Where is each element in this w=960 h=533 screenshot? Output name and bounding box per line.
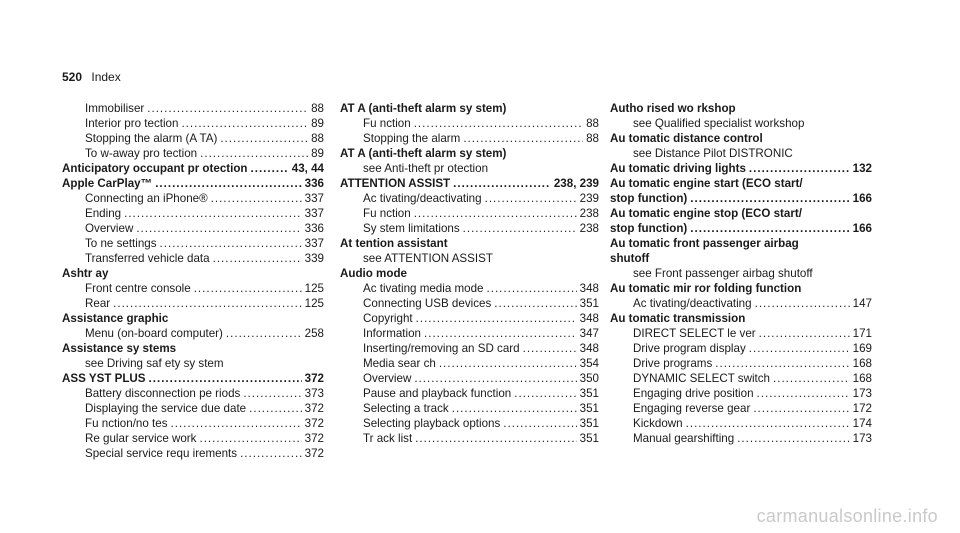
page-reference: 166	[852, 222, 872, 235]
page-reference: 166	[852, 192, 872, 205]
index-heading: Au tomatic engine stop (ECO start/	[610, 207, 802, 220]
page-reference: 125	[304, 297, 324, 310]
page-reference: 88	[311, 102, 324, 115]
entry-label: Front centre console	[85, 282, 191, 295]
entry-label: Engaging drive position	[633, 387, 754, 400]
page-reference: 351	[579, 432, 599, 445]
entry-label: Stopping the alarm (A TA)	[85, 132, 218, 145]
index-subentry	[62, 206, 324, 221]
dot-leader	[523, 341, 577, 356]
dot-leader	[485, 191, 577, 206]
entry-label: Transferred vehicle data	[85, 252, 210, 265]
entry-label: Tr ack list	[363, 432, 413, 445]
index-heading: Au tomatic front passenger airbag	[610, 237, 799, 250]
dot-leader	[194, 281, 302, 296]
dot-leader	[514, 386, 576, 401]
page-reference: 168	[852, 372, 872, 385]
see-reference: see Front passenger airbag shutoff	[633, 267, 813, 280]
entry-label: DIRECT SELECT le ver	[633, 327, 756, 340]
entry-label: Anticipatory occupant pr otection	[62, 162, 248, 175]
index-subentry	[610, 296, 872, 311]
page-reference: 238	[579, 222, 599, 235]
index-subentry	[62, 131, 324, 146]
entry-label: stop function)	[610, 192, 688, 205]
page-reference: 239	[579, 192, 599, 205]
index-subentry	[62, 326, 324, 341]
dot-leader	[737, 431, 849, 446]
dot-leader	[155, 176, 301, 191]
page-reference: 132	[852, 162, 872, 175]
index-heading: shutoff	[610, 252, 650, 265]
dot-leader	[463, 131, 583, 146]
page-number: 520	[62, 70, 83, 84]
index-heading: Au tomatic distance control	[610, 132, 763, 145]
see-reference: see ATTENTION ASSIST	[363, 252, 493, 265]
page-reference: 238, 239	[553, 177, 599, 190]
dot-leader	[160, 236, 302, 251]
watermark: carmanualsonline.info	[756, 506, 938, 526]
page-reference: 351	[579, 297, 599, 310]
see-reference: see Qualified specialist workshop	[633, 117, 805, 130]
page-reference: 88	[586, 132, 599, 145]
index-subentry	[340, 431, 599, 446]
index-heading: Assistance sy stems	[62, 342, 177, 355]
dot-leader	[439, 356, 577, 371]
index-subentry	[62, 236, 324, 251]
page-reference: 372	[304, 402, 324, 415]
entry-label: Displaying the service due date	[85, 402, 247, 415]
index-entry	[62, 176, 324, 191]
index-subentry	[62, 416, 324, 431]
index-heading: Au tomatic mir ror folding function	[610, 282, 802, 295]
index-subentry	[340, 356, 599, 371]
index-subentry	[340, 341, 599, 356]
entry-label: Ac tivating/deactivating	[633, 297, 752, 310]
dot-leader	[147, 101, 308, 116]
index-subentry	[610, 431, 872, 446]
index-subentry	[62, 446, 324, 461]
page-reference: 372	[304, 432, 324, 445]
entry-label: Stopping the alarm	[363, 132, 461, 145]
index-entry	[62, 161, 324, 176]
dot-leader	[416, 311, 577, 326]
page-reference: 372	[304, 447, 324, 460]
index-entry	[610, 221, 872, 236]
entry-label: Media sear ch	[363, 357, 436, 370]
entry-label: To w-away pro tection	[85, 147, 198, 160]
page-reference: 125	[304, 282, 324, 295]
dot-leader	[773, 371, 850, 386]
dot-leader	[453, 176, 551, 191]
dot-leader	[749, 161, 850, 176]
section-title: Index	[91, 70, 121, 84]
page-reference: 238	[579, 207, 599, 220]
page-reference: 351	[579, 417, 599, 430]
dot-leader	[213, 251, 302, 266]
dot-leader	[755, 296, 850, 311]
see-reference: see Distance Pilot DISTRONIC	[633, 147, 793, 160]
page-reference: 336	[304, 177, 324, 190]
page-reference: 89	[311, 147, 324, 160]
page-reference: 258	[304, 327, 324, 340]
entry-label: Fu nction	[363, 207, 411, 220]
dot-leader	[494, 296, 576, 311]
dot-leader	[503, 416, 576, 431]
index-heading: AT A (anti-theft alarm sy stem)	[340, 147, 507, 160]
entry-label: ASS YST PLUS	[62, 372, 146, 385]
dot-leader	[759, 326, 850, 341]
page-reference: 372	[304, 417, 324, 430]
index-subentry	[62, 221, 324, 236]
page-reference: 174	[852, 417, 872, 430]
dot-leader	[251, 161, 289, 176]
index-column-1	[62, 101, 324, 461]
dot-leader	[171, 416, 302, 431]
dot-leader	[414, 206, 577, 221]
index-heading: Assistance graphic	[62, 312, 169, 325]
index-entry	[610, 191, 872, 206]
entry-label: Overview	[85, 222, 134, 235]
entry-label: Ac tivating media mode	[363, 282, 484, 295]
index-subentry	[340, 386, 599, 401]
dot-leader	[757, 386, 850, 401]
page-reference: 89	[311, 117, 324, 130]
dot-leader	[249, 401, 302, 416]
index-heading: At tention assistant	[340, 237, 448, 250]
entry-label: Connecting an iPhone®	[85, 192, 208, 205]
index-subentry	[610, 371, 872, 386]
dot-leader	[199, 431, 301, 446]
dot-leader	[149, 371, 302, 386]
dot-leader	[113, 296, 302, 311]
index-subentry	[610, 416, 872, 431]
dot-leader	[200, 146, 308, 161]
dot-leader	[686, 416, 850, 431]
dot-leader	[226, 326, 302, 341]
dot-leader	[753, 401, 849, 416]
entry-label: Drive program display	[633, 342, 746, 355]
index-subentry	[340, 371, 599, 386]
entry-label: Pause and playback function	[363, 387, 512, 400]
entry-label: Ac tivating/deactivating	[363, 192, 482, 205]
index-heading: Au tomatic transmission	[610, 312, 746, 325]
page-reference: 337	[304, 192, 324, 205]
index-heading: Ashtr ay	[62, 267, 109, 280]
entry-label: Apple CarPlay™	[62, 177, 153, 190]
index-subentry	[62, 251, 324, 266]
entry-label: Battery disconnection pe riods	[85, 387, 241, 400]
dot-leader	[690, 191, 849, 206]
dot-leader	[424, 326, 577, 341]
index-column-2	[340, 101, 599, 446]
entry-label: Engaging reverse gear	[633, 402, 751, 415]
index-heading: Au tomatic engine start (ECO start/	[610, 177, 803, 190]
index-entry	[62, 371, 324, 386]
dot-leader	[136, 221, 301, 236]
dot-leader	[487, 281, 577, 296]
see-reference: see Anti-theft pr otection	[363, 162, 489, 175]
entry-label: Inserting/removing an SD card	[363, 342, 520, 355]
entry-label: Fu nction	[363, 117, 411, 130]
entry-label: Selecting a track	[363, 402, 449, 415]
index-subentry	[62, 386, 324, 401]
dot-leader	[240, 446, 302, 461]
page-reference: 348	[579, 342, 599, 355]
index-subentry	[62, 431, 324, 446]
dot-leader	[211, 191, 302, 206]
page-reference: 354	[579, 357, 599, 370]
page-reference: 171	[852, 327, 872, 340]
entry-label: Special service requ irements	[85, 447, 238, 460]
see-reference: see Driving saf ety sy stem	[85, 357, 224, 370]
index-subentry	[62, 281, 324, 296]
entry-label: Ending	[85, 207, 122, 220]
page-reference: 351	[579, 387, 599, 400]
dot-leader	[181, 116, 308, 131]
index-subentry	[340, 296, 599, 311]
entry-label: Manual gearshifting	[633, 432, 735, 445]
entry-label: Rear	[85, 297, 111, 310]
entry-label: Overview	[363, 372, 412, 385]
index-subentry	[340, 416, 599, 431]
entry-label: Copyright	[363, 312, 413, 325]
page-reference: 88	[311, 132, 324, 145]
index-subentry	[340, 131, 599, 146]
index-subentry	[610, 356, 872, 371]
dot-leader	[452, 401, 577, 416]
entry-label: Sy stem limitations	[363, 222, 460, 235]
page-reference: 337	[304, 237, 324, 250]
index-subentry	[62, 401, 324, 416]
page-reference: 348	[579, 312, 599, 325]
page-reference: 43, 44	[291, 162, 324, 175]
page-header	[62, 70, 121, 84]
entry-label: To ne settings	[85, 237, 157, 250]
entry-label: Connecting USB devices	[363, 297, 492, 310]
entry-label: Menu (on-board computer)	[85, 327, 223, 340]
dot-leader	[463, 221, 577, 236]
dot-leader	[414, 371, 576, 386]
page-reference: 172	[852, 402, 872, 415]
dot-leader	[124, 206, 302, 221]
entry-label: Re gular service work	[85, 432, 197, 445]
index-subentry	[62, 116, 324, 131]
entry-label: Immobiliser	[85, 102, 145, 115]
index-subentry	[340, 206, 599, 221]
index-subentry	[610, 401, 872, 416]
page-reference: 339	[304, 252, 324, 265]
index-entry	[610, 161, 872, 176]
dot-leader	[414, 116, 583, 131]
entry-label: stop function)	[610, 222, 688, 235]
page-reference: 350	[579, 372, 599, 385]
index-subentry	[62, 101, 324, 116]
page-reference: 147	[852, 297, 872, 310]
dot-leader	[243, 386, 301, 401]
index-subentry	[62, 191, 324, 206]
entry-label: DYNAMIC SELECT switch	[633, 372, 771, 385]
page-reference: 168	[852, 357, 872, 370]
dot-leader	[690, 221, 849, 236]
index-subentry	[62, 296, 324, 311]
dot-leader	[715, 356, 849, 371]
index-entry	[340, 176, 599, 191]
dot-leader	[749, 341, 850, 356]
index-subentry	[610, 386, 872, 401]
page-reference: 351	[579, 402, 599, 415]
index-heading: Audio mode	[340, 267, 407, 280]
entry-label: Information	[363, 327, 421, 340]
index-subentry	[610, 341, 872, 356]
index-subentry	[340, 281, 599, 296]
page-reference: 348	[579, 282, 599, 295]
page-reference: 373	[304, 387, 324, 400]
index-heading: AT A (anti-theft alarm sy stem)	[340, 102, 507, 115]
entry-label: Drive programs	[633, 357, 713, 370]
page-reference: 347	[579, 327, 599, 340]
index-subentry	[340, 401, 599, 416]
page-reference: 173	[852, 387, 872, 400]
index-column-3	[610, 101, 872, 446]
dot-leader	[415, 431, 576, 446]
page-reference: 169	[852, 342, 872, 355]
entry-label: Au tomatic driving lights	[610, 162, 746, 175]
entry-label: Fu nction/no tes	[85, 417, 168, 430]
entry-label: Interior pro tection	[85, 117, 179, 130]
index-subentry	[340, 116, 599, 131]
page-reference: 336	[304, 222, 324, 235]
index-subentry	[610, 326, 872, 341]
page-reference: 337	[304, 207, 324, 220]
page-reference: 88	[586, 117, 599, 130]
dot-leader	[220, 131, 308, 146]
index-subentry	[340, 191, 599, 206]
index-subentry	[340, 221, 599, 236]
index-subentry	[62, 146, 324, 161]
page-reference: 372	[304, 372, 324, 385]
page-reference: 173	[852, 432, 872, 445]
index-subentry	[340, 311, 599, 326]
index-heading: Autho rised wo rkshop	[610, 102, 736, 115]
entry-label: ATTENTION ASSIST	[340, 177, 451, 190]
entry-label: Selecting playback options	[363, 417, 501, 430]
index-subentry	[340, 326, 599, 341]
entry-label: Kickdown	[633, 417, 683, 430]
